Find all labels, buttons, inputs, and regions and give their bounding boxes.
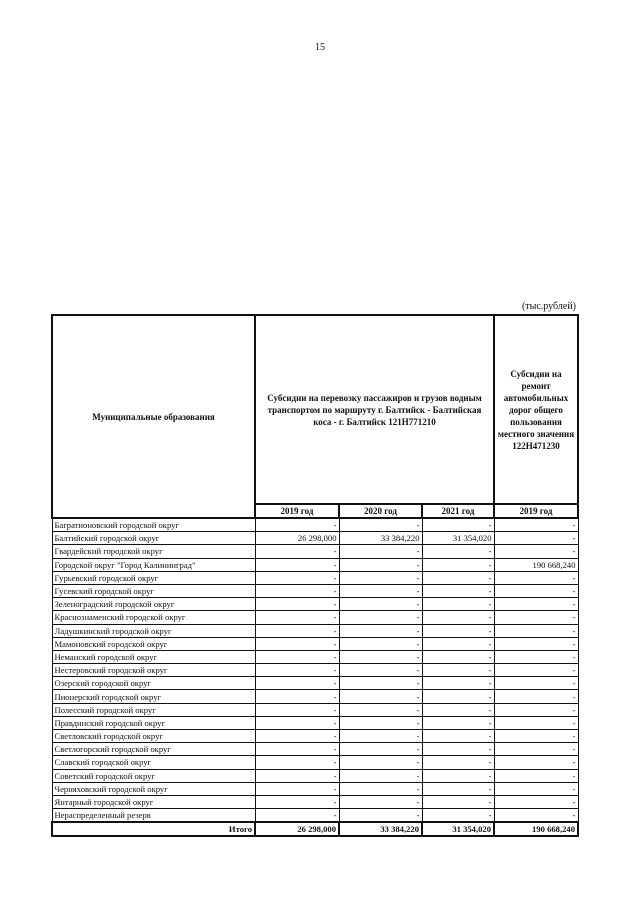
subsidy-value: - (255, 584, 339, 597)
subsidy-value: - (339, 611, 422, 624)
subsidy-value: - (494, 664, 578, 677)
subsidy-value: - (339, 743, 422, 756)
municipality-name: Зеленоградский городской округ (52, 598, 255, 611)
subsidy-value: - (255, 716, 339, 729)
municipality-name: Правдинский городской округ (52, 716, 255, 729)
table-row (52, 650, 578, 663)
subsidy-value: - (255, 637, 339, 650)
total-row (52, 822, 578, 836)
subsidy-value: - (255, 756, 339, 769)
table-row (52, 611, 578, 624)
subsidy-value: - (339, 518, 422, 532)
municipality-name: Мамоновский городской округ (52, 637, 255, 650)
table-row (52, 769, 578, 782)
subsidy-value: - (339, 730, 422, 743)
municipality-name: Городской округ "Город Калининград" (52, 558, 255, 571)
municipality-name: Ладушкинский городской округ (52, 624, 255, 637)
subsidy-value: - (494, 637, 578, 650)
subsidy-value: 33 384,220 (339, 532, 422, 545)
subsidy-value: - (339, 545, 422, 558)
table-row (52, 756, 578, 769)
subsidy-value: - (494, 571, 578, 584)
subsidy-value: - (422, 545, 494, 558)
municipality-name: Славский городской округ (52, 756, 255, 769)
municipality-name: Советский городской округ (52, 769, 255, 782)
total-label: Итого (52, 822, 255, 836)
subsidy-value: - (494, 598, 578, 611)
header-water-transport-subsidy: Субсидии на перевозку пассажиров и грузов водным транспортом по маршруту г. Балтийск - Балтийская коса - г. Балтийск 121Н771210 (255, 315, 494, 504)
subsidy-value: - (255, 624, 339, 637)
table-row (52, 743, 578, 756)
subsidy-value: - (494, 730, 578, 743)
table-row (52, 703, 578, 716)
subsidies-table (51, 314, 579, 837)
subsidy-value: - (422, 571, 494, 584)
subsidy-value: - (255, 558, 339, 571)
subsidy-value: - (255, 664, 339, 677)
year-header: 2020 год (339, 504, 422, 518)
subsidy-value: - (494, 611, 578, 624)
subsidy-value: - (422, 743, 494, 756)
subsidy-value: - (494, 545, 578, 558)
subsidy-value: - (339, 571, 422, 584)
subsidy-value: - (255, 795, 339, 808)
subsidy-value: - (494, 756, 578, 769)
subsidy-value: - (422, 558, 494, 571)
subsidy-value: - (422, 518, 494, 532)
subsidy-value: - (339, 769, 422, 782)
subsidy-value: - (494, 650, 578, 663)
table-row (52, 532, 578, 545)
subsidy-value: - (422, 624, 494, 637)
municipality-name: Гвардейский городской округ (52, 545, 255, 558)
subsidy-value: - (422, 690, 494, 703)
municipality-name: Светлогорский городской округ (52, 743, 255, 756)
table-row (52, 795, 578, 808)
subsidy-value: - (494, 624, 578, 637)
subsidy-value: - (422, 637, 494, 650)
total-value: 26 298,000 (255, 822, 339, 836)
subsidy-value: - (255, 598, 339, 611)
subsidy-value: - (339, 782, 422, 795)
subsidy-value: - (422, 664, 494, 677)
subsidy-value: - (339, 624, 422, 637)
municipality-name: Неманский городской округ (52, 650, 255, 663)
subsidy-value: - (339, 809, 422, 823)
subsidy-value: 26 298,000 (255, 532, 339, 545)
subsidy-value: - (422, 716, 494, 729)
subsidy-value: - (494, 743, 578, 756)
municipality-name: Пионерский городской округ (52, 690, 255, 703)
subsidy-value: - (339, 650, 422, 663)
subsidy-value: - (494, 782, 578, 795)
subsidy-value: - (422, 611, 494, 624)
subsidy-value: - (339, 558, 422, 571)
subsidy-value: - (422, 756, 494, 769)
subsidy-value: - (422, 782, 494, 795)
subsidy-value: - (255, 743, 339, 756)
subsidy-value: 31 354,020 (422, 532, 494, 545)
subsidy-value: - (339, 677, 422, 690)
subsidy-value: - (494, 690, 578, 703)
subsidy-value: - (339, 756, 422, 769)
table-row (52, 730, 578, 743)
municipality-name: Черняховский городской округ (52, 782, 255, 795)
subsidy-value: - (339, 795, 422, 808)
subsidy-value: - (255, 611, 339, 624)
year-header: 2021 год (422, 504, 494, 518)
subsidy-value: - (255, 545, 339, 558)
subsidy-value: 190 668,240 (494, 558, 578, 571)
table-row (52, 782, 578, 795)
subsidy-value: - (255, 650, 339, 663)
subsidy-value: - (494, 677, 578, 690)
subsidy-value: - (494, 703, 578, 716)
subsidy-value: - (422, 795, 494, 808)
subsidy-value: - (255, 809, 339, 823)
municipality-name: Балтийский городской округ (52, 532, 255, 545)
total-value: 33 384,220 (339, 822, 422, 836)
subsidy-value: - (494, 769, 578, 782)
subsidy-value: - (255, 703, 339, 716)
municipality-name: Гусевский городской округ (52, 584, 255, 597)
subsidy-value: - (339, 664, 422, 677)
municipality-name: Багратионовский городской округ (52, 518, 255, 532)
header-municipalities: Муниципальные образования (52, 315, 255, 518)
subsidy-value: - (494, 716, 578, 729)
municipality-name: Янтарный городской округ (52, 795, 255, 808)
subsidy-value: - (494, 809, 578, 823)
subsidy-value: - (422, 677, 494, 690)
subsidy-value: - (339, 716, 422, 729)
subsidy-value: - (422, 598, 494, 611)
subsidy-value: - (339, 690, 422, 703)
subsidy-value: - (339, 584, 422, 597)
subsidy-value: - (255, 769, 339, 782)
subsidy-value: - (339, 598, 422, 611)
table-row (52, 664, 578, 677)
municipality-name: Гурьевский городской округ (52, 571, 255, 584)
subsidy-value: - (339, 703, 422, 716)
subsidy-value: - (422, 769, 494, 782)
subsidy-value: - (255, 782, 339, 795)
table-row (52, 690, 578, 703)
municipality-name: Краснознаменский городской округ (52, 611, 255, 624)
subsidy-value: - (494, 518, 578, 532)
page-number: 15 (315, 42, 325, 53)
units-label: (тыс.рублей) (521, 301, 576, 312)
table-body (52, 518, 578, 822)
table-row (52, 584, 578, 597)
subsidy-value: - (422, 703, 494, 716)
subsidy-value: - (339, 637, 422, 650)
municipality-name: Нестеровский городской округ (52, 664, 255, 677)
table-row (52, 716, 578, 729)
subsidy-value: - (255, 518, 339, 532)
subsidy-value: - (255, 571, 339, 584)
subsidy-value: - (422, 730, 494, 743)
table-row (52, 571, 578, 584)
total-value: 31 354,020 (422, 822, 494, 836)
subsidy-value: - (422, 809, 494, 823)
year-header: 2019 год (255, 504, 339, 518)
table-row (52, 518, 578, 532)
subsidy-value: - (255, 677, 339, 690)
municipality-name: Озерский городской округ (52, 677, 255, 690)
table-row (52, 598, 578, 611)
subsidy-value: - (494, 795, 578, 808)
table-row (52, 545, 578, 558)
table-row (52, 637, 578, 650)
year-header: 2019 год (494, 504, 578, 518)
subsidy-value: - (422, 650, 494, 663)
table-row (52, 677, 578, 690)
table-row (52, 809, 578, 823)
subsidy-value: - (494, 584, 578, 597)
subsidy-value: - (422, 584, 494, 597)
table-row (52, 558, 578, 571)
municipality-name: Нераспределенный резерв (52, 809, 255, 823)
subsidy-value: - (494, 532, 578, 545)
subsidy-value: - (255, 730, 339, 743)
subsidy-value: - (255, 690, 339, 703)
municipality-name: Светловский городской округ (52, 730, 255, 743)
municipality-name: Полесский городской округ (52, 703, 255, 716)
total-value: 190 668,240 (494, 822, 578, 836)
header-road-repair-subsidy: Субсидии на ремонт автомобильных дорог общего пользования местного значения 122Н471230 (494, 315, 578, 504)
table-row (52, 624, 578, 637)
